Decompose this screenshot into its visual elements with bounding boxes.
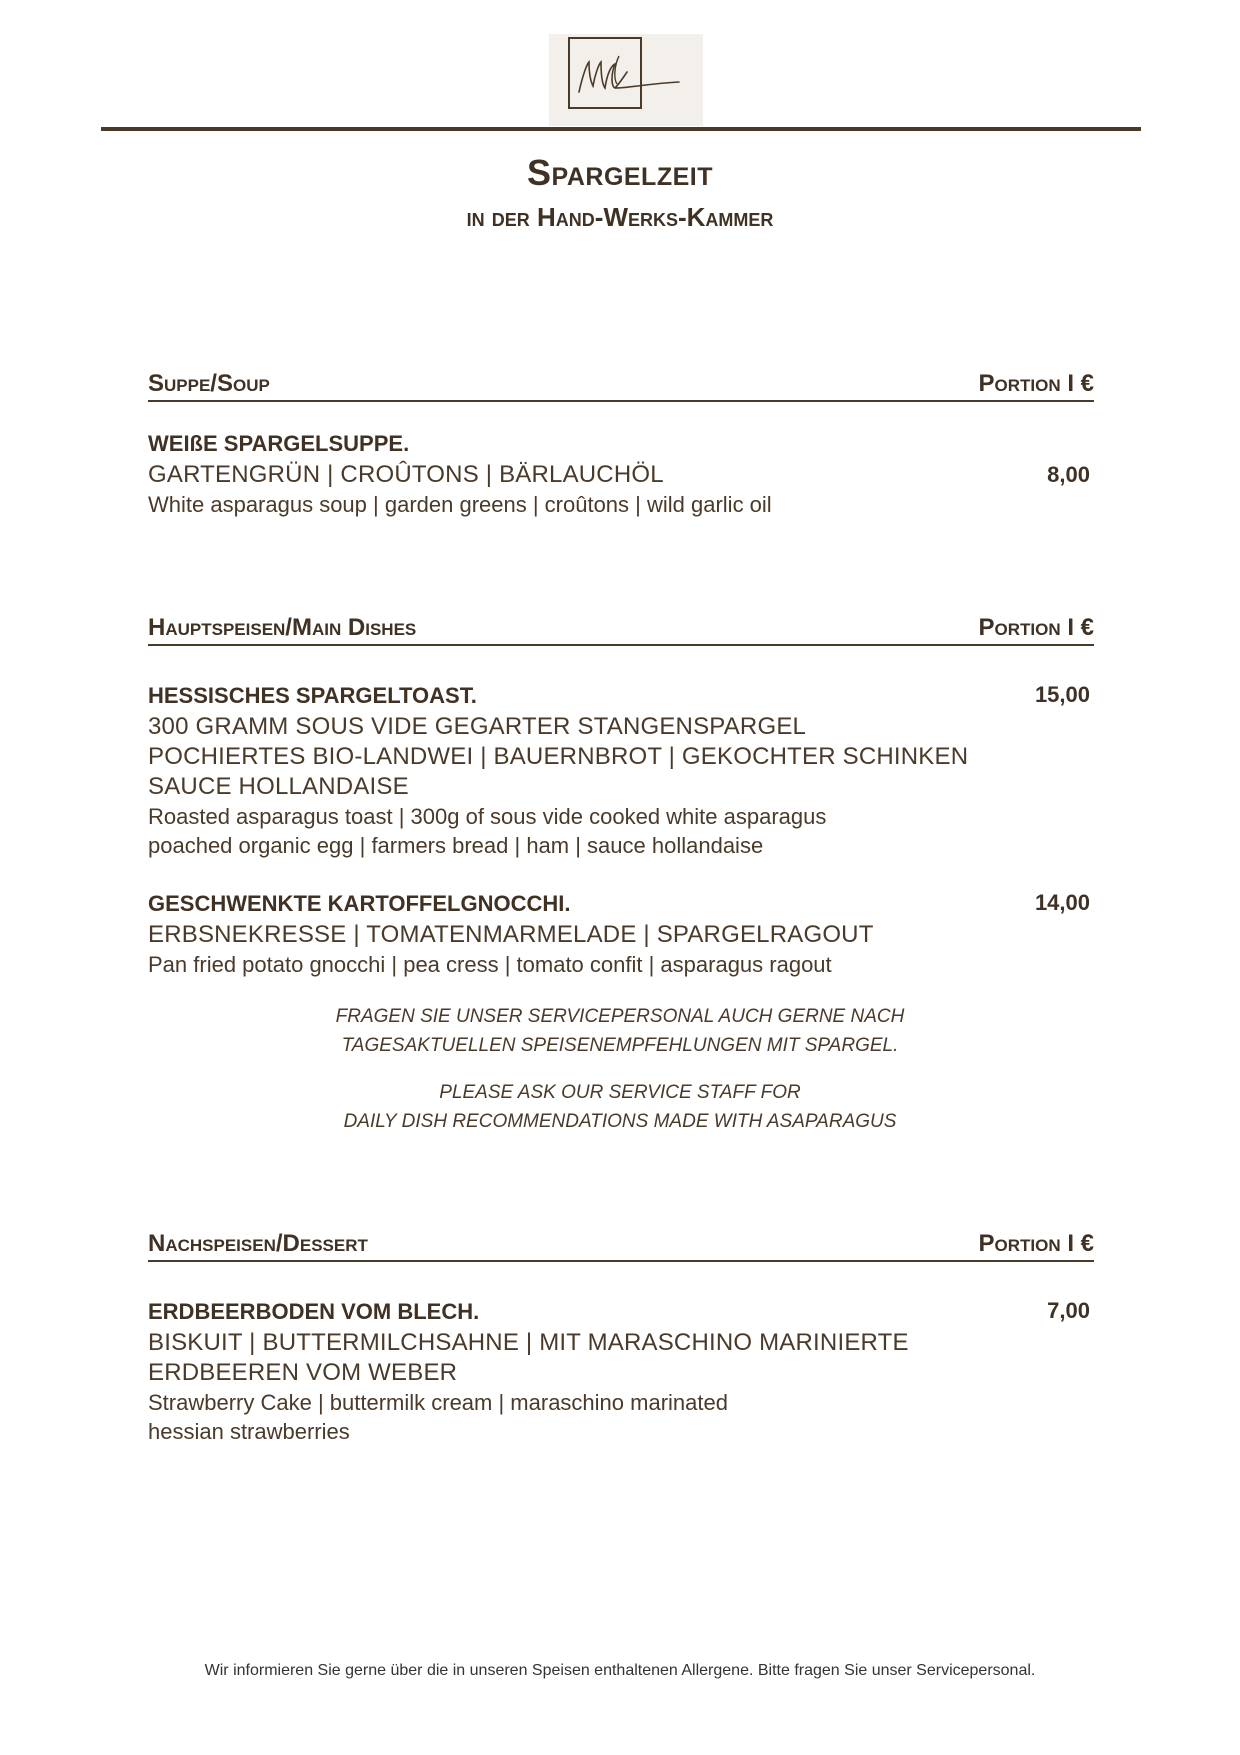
note-line: FRAGEN SIE UNSER SERVICEPERSONAL AUCH GERNE NACH [335, 1006, 905, 1027]
monogram-logo-icon [549, 34, 703, 126]
portion-label: Portion I € [978, 370, 1094, 397]
header-divider [101, 127, 1141, 131]
restaurant-logo [549, 34, 703, 126]
note-line: PLEASE ASK OUR SERVICE STAFF FOR [439, 1082, 801, 1103]
dish-price: 14,00 [1034, 890, 1090, 915]
dish-description-de: SAUCE HOLLANDAISE [148, 773, 409, 800]
dish-price: 8,00 [1047, 462, 1090, 487]
dish-description-en: White asparagus soup | garden greens | croûtons | wild garlic oil [148, 492, 772, 517]
menu-item-strawberry-cake [148, 1296, 1094, 1446]
dish-description-de: POCHIERTES BIO-LANDWEI | BAUERNBROT | GEKOCHTER SCHINKEN [148, 743, 969, 770]
dish-price: 15,00 [1034, 682, 1090, 707]
dish-description-de: ERBSNEKRESSE | TOMATENMARMELADE | SPARGELRAGOUT [148, 921, 874, 948]
recommendation-note-de [0, 1002, 1240, 1060]
dish-name: GESCHWENKTE KARTOFFELGNOCCHI. [148, 891, 571, 916]
dish-name: ERDBEERBODEN VOM BLECH. [148, 1299, 480, 1324]
menu-title: Spargelzeit [527, 152, 713, 193]
section-header-mains [148, 610, 1094, 646]
dish-description-en: Roasted asparagus toast | 300g of sous vide cooked white asparagus [148, 804, 827, 829]
dish-name: HESSISCHES SPARGELTOAST. [148, 683, 477, 708]
section-header-dessert [148, 1226, 1094, 1262]
dish-description-de: GARTENGRÜN | CROÛTONS | BÄRLAUCHÖL [148, 461, 664, 488]
recommendation-note-en [0, 1078, 1240, 1136]
portion-label: Portion I € [978, 1230, 1094, 1257]
portion-label: Portion I € [978, 614, 1094, 641]
menu-item-asparagus-toast [148, 680, 1094, 860]
menu-item-potato-gnocchi [148, 888, 1094, 979]
dish-name: WEIßE SPARGELSUPPE. [148, 431, 410, 456]
section-title: Hauptspeisen/Main Dishes [148, 614, 417, 641]
dish-description-en: poached organic egg | farmers bread | ham | sauce hollandaise [148, 833, 764, 858]
dish-description-en: Pan fried potato gnocchi | pea cress | tomato confit | asparagus ragout [148, 952, 832, 977]
menu-header [0, 152, 1240, 233]
dish-description-en: Strawberry Cake | buttermilk cream | maraschino marinated [148, 1390, 728, 1415]
dish-price: 7,00 [1047, 1298, 1090, 1323]
note-line: DAILY DISH RECOMMENDATIONS MADE WITH ASAPARAGUS [343, 1111, 897, 1132]
dish-description-de: BISKUIT | BUTTERMILCHSAHNE | MIT MARASCHINO MARINIERTE [148, 1329, 909, 1356]
note-line: TAGESAKTUELLEN SPEISENEMPFEHLUNGEN MIT SPARGEL. [341, 1035, 899, 1056]
allergen-footer: Wir informieren Sie gerne über die in unseren Speisen enthaltenen Allergene. Bitte fragen Sie unser Servicepersonal. [204, 1662, 1036, 1679]
section-title: Nachspeisen/Dessert [148, 1230, 368, 1257]
menu-subtitle: in der Hand-Werks-Kammer [466, 202, 774, 232]
menu-item-white-asparagus-soup [148, 428, 1094, 519]
dish-description-en: hessian strawberries [148, 1419, 350, 1444]
dish-description-de: 300 GRAMM SOUS VIDE GEGARTER STANGENSPARGEL [148, 713, 807, 740]
dish-description-de: ERDBEEREN VOM WEBER [148, 1359, 458, 1386]
section-header-soup [148, 366, 1094, 402]
section-title: Suppe/Soup [148, 370, 270, 397]
